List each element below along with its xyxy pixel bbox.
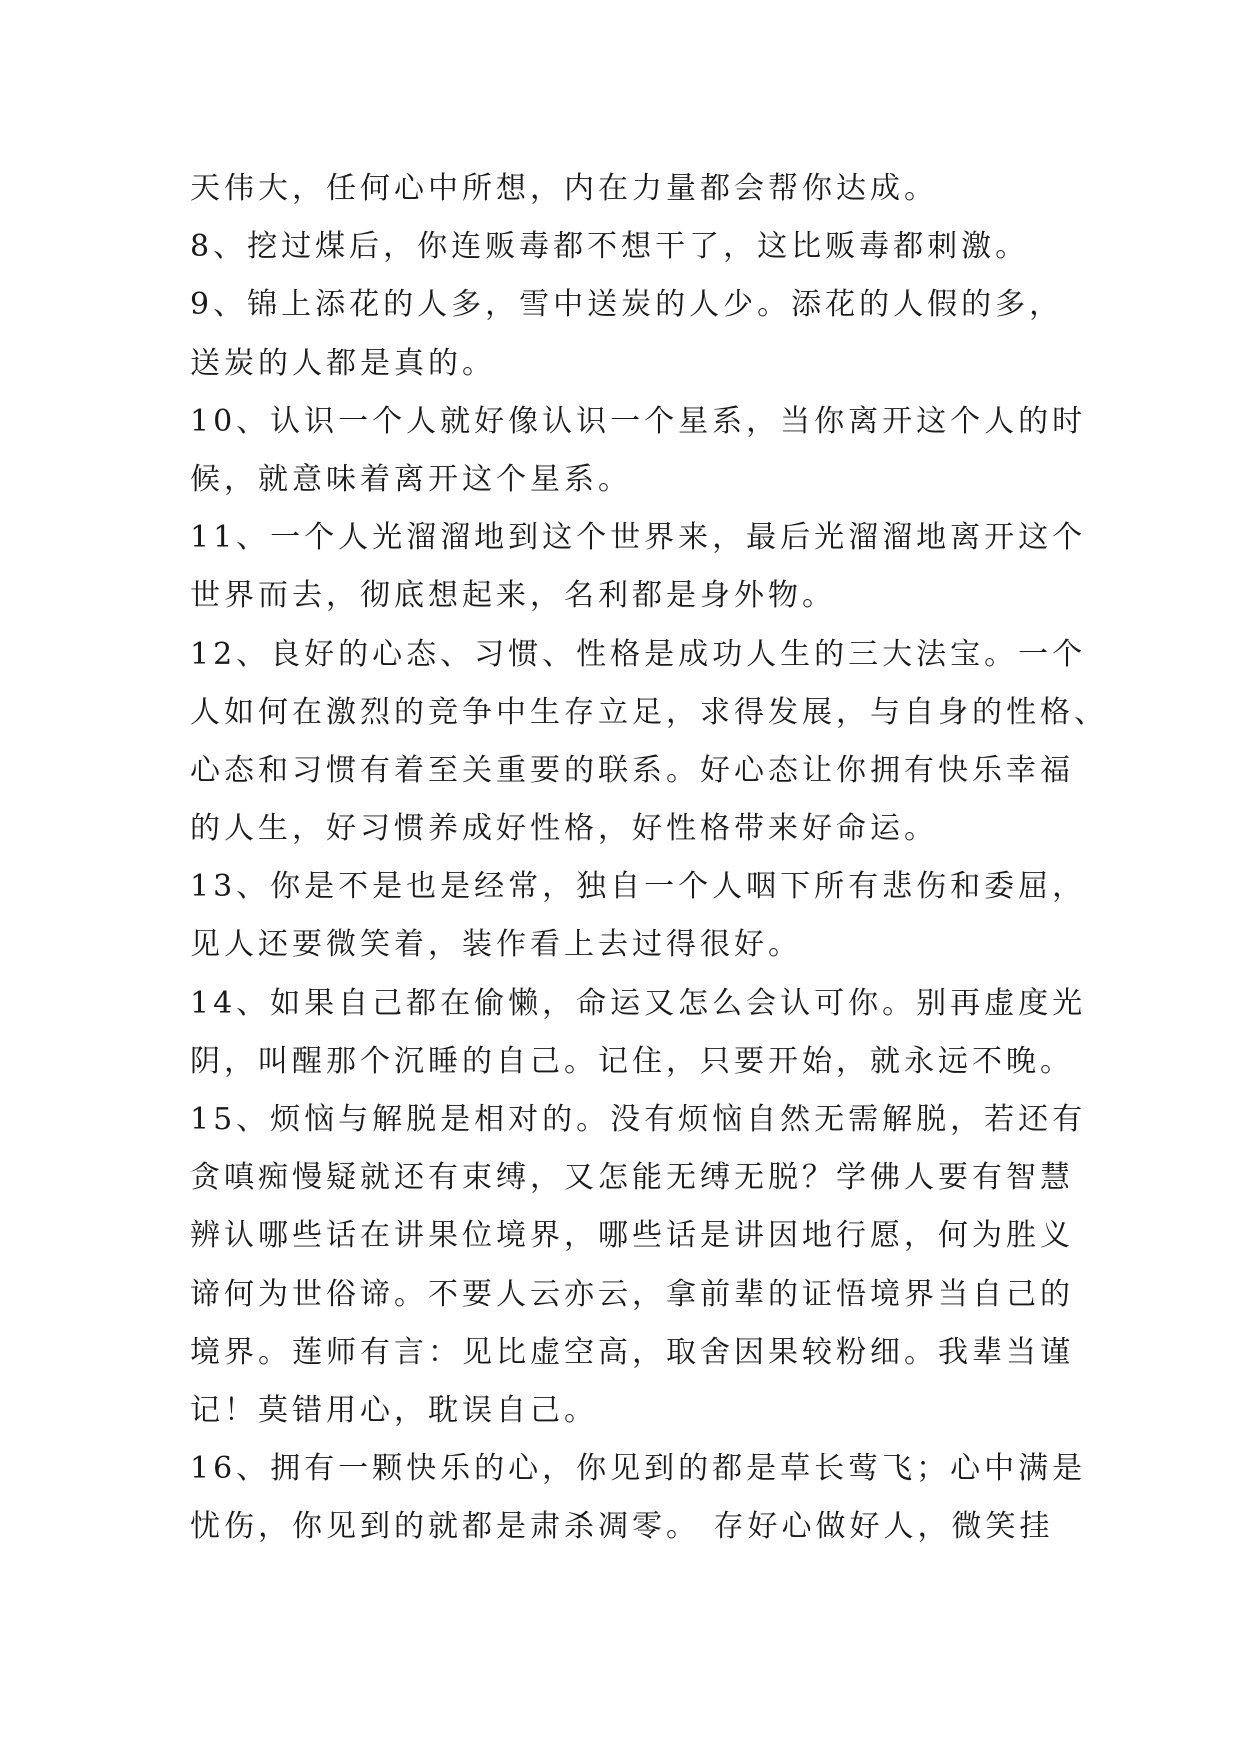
document-body (190, 160, 1108, 1557)
text-line: 送炭的人都是真的。 (190, 345, 496, 381)
text-line: 境界。莲师有言：见比虚空高，取舍因果较粉细。我辈当谨 (190, 1334, 1074, 1370)
text-line: 见人还要微笑着，装作看上去过得很好。 (190, 927, 802, 963)
text-line: 10、认识一个人就好像认识一个星系，当你离开这个人的时 (190, 403, 1087, 439)
text-line: 8、挖过煤后，你连贩毒都不想干了，这比贩毒都刺激。 (190, 229, 1030, 265)
text-line: 12、良好的心态、习惯、性格是成功人生的三大法宝。一个 (190, 636, 1087, 672)
text-line: 候，就意味着离开这个星系。 (190, 461, 632, 497)
text-line: 天伟大，任何心中所想，内在力量都会帮你达成。 (190, 171, 938, 206)
text-line: 11、一个人光溜溜地到这个世界来，最后光溜溜地离开这个 (190, 520, 1087, 556)
text-line: 9、锦上添花的人多，雪中送炭的人少。添花的人假的多， (190, 287, 1064, 323)
text-line: 忧伤，你见到的就都是肃杀凋零。 存好心做好人，微笑挂 (190, 1509, 1054, 1545)
text-line: 13、你是不是也是经常，独自一个人咽下所有悲伤和委屈， (190, 869, 1087, 905)
text-line: 辨认哪些话在讲果位境界，哪些话是讲因地行愿，何为胜义 (190, 1218, 1074, 1254)
text-line: 心态和习惯有着至关重要的联系。好心态让你拥有快乐幸福 (190, 752, 1074, 788)
text-line: 世界而去，彻底想起来，名利都是身外物。 (190, 578, 836, 614)
text-line: 16、拥有一颗快乐的心，你见到的都是草长莺飞；心中满是 (190, 1451, 1087, 1487)
text-line: 15、烦恼与解脱是相对的。没有烦恼自然无需解脱，若还有 (190, 1102, 1087, 1137)
text-line: 人如何在激烈的竞争中生存立足，求得发展，与自身的性格、 (190, 694, 1108, 730)
text-line: 14、如果自己都在偷懒，命运又怎么会认可你。别再虚度光 (190, 985, 1087, 1021)
text-line: 阴，叫醒那个沉睡的自己。记住，只要开始，就永远不晚。 (190, 1043, 1074, 1079)
text-line: 记！莫错用心，耽误自己。 (190, 1392, 598, 1428)
text-line: 贪嗔痴慢疑就还有束缚，又怎能无缚无脱？学佛人要有智慧 (190, 1160, 1074, 1196)
text-line: 的人生，好习惯养成好性格，好性格带来好命运。 (190, 811, 938, 847)
text-line: 谛何为世俗谛。不要人云亦云，拿前辈的证悟境界当自己的 (190, 1276, 1074, 1312)
